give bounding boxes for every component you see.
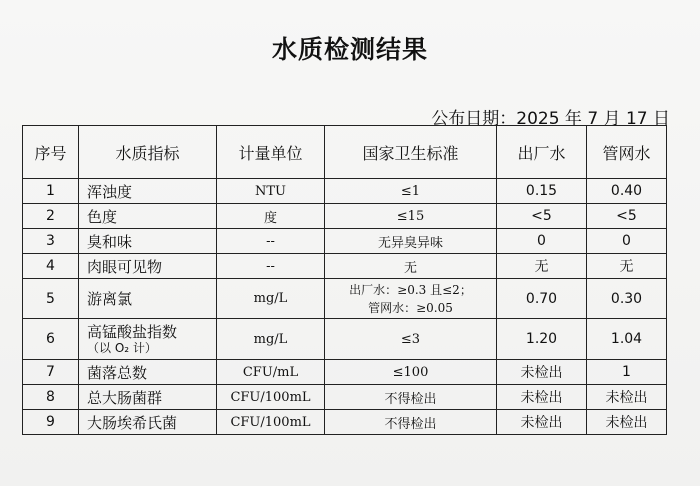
cell-factory: 无	[497, 254, 587, 279]
document-title: 水质检测结果	[271, 35, 428, 64]
cell-unit: CFU/100mL	[217, 385, 325, 410]
table-row	[23, 279, 667, 319]
header-indicator: 水质指标	[79, 126, 217, 179]
cell-factory: <5	[497, 204, 587, 229]
cell-unit: mg/L	[217, 279, 325, 319]
cell-indicator	[79, 319, 217, 360]
cell-unit: CFU/mL	[217, 360, 325, 385]
cell-no: 2	[23, 204, 79, 229]
cell-indicator: 臭和味	[79, 229, 217, 254]
standard-factory-line: 出厂水：≥0.3 且≤2；	[349, 282, 472, 297]
cell-factory: 0	[497, 229, 587, 254]
cell-standard: ≤100	[325, 360, 497, 385]
header-standard: 国家卫生标准	[325, 126, 497, 179]
header-no: 序号	[23, 126, 79, 179]
cell-standard: 不得检出	[325, 410, 497, 435]
header-unit: 计量单位	[217, 126, 325, 179]
cell-network: 0	[587, 229, 667, 254]
cell-standard: ≤3	[325, 319, 497, 360]
cell-standard	[325, 279, 497, 319]
cell-unit: --	[217, 254, 325, 279]
indicator-name: 高锰酸盐指数	[87, 322, 178, 341]
cell-indicator: 大肠埃希氏菌	[79, 410, 217, 435]
cell-standard: 无异臭异味	[325, 229, 497, 254]
cell-network: 未检出	[587, 410, 667, 435]
cell-standard: 不得检出	[325, 385, 497, 410]
cell-standard: ≤1	[325, 179, 497, 204]
indicator-note: （以 O₂ 计）	[87, 340, 157, 355]
cell-unit: --	[217, 229, 325, 254]
table-row	[23, 254, 667, 279]
cell-unit: CFU/100mL	[217, 410, 325, 435]
header-factory-water: 出厂水	[497, 126, 587, 179]
standard-network-line: 管网水：≥0.05	[368, 300, 453, 315]
cell-standard: 无	[325, 254, 497, 279]
cell-indicator: 肉眼可见物	[79, 254, 217, 279]
cell-no: 5	[23, 279, 79, 319]
cell-network: 无	[587, 254, 667, 279]
cell-network: 未检出	[587, 385, 667, 410]
table-row	[23, 179, 667, 204]
table-header-row	[23, 126, 667, 179]
cell-factory: 未检出	[497, 410, 587, 435]
water-quality-table	[22, 125, 667, 435]
cell-no: 3	[23, 229, 79, 254]
table-row	[23, 229, 667, 254]
cell-network: 0.30	[587, 279, 667, 319]
cell-factory: 未检出	[497, 385, 587, 410]
cell-factory: 未检出	[497, 360, 587, 385]
cell-unit: NTU	[217, 179, 325, 204]
cell-no: 7	[23, 360, 79, 385]
cell-factory: 0.70	[497, 279, 587, 319]
cell-unit: mg/L	[217, 319, 325, 360]
cell-indicator: 总大肠菌群	[79, 385, 217, 410]
table-row	[23, 360, 667, 385]
cell-network: <5	[587, 204, 667, 229]
cell-no: 1	[23, 179, 79, 204]
cell-unit: 度	[217, 204, 325, 229]
cell-no: 8	[23, 385, 79, 410]
cell-no: 6	[23, 319, 79, 360]
cell-factory: 0.15	[497, 179, 587, 204]
cell-no: 9	[23, 410, 79, 435]
cell-indicator: 浑浊度	[79, 179, 217, 204]
cell-indicator: 色度	[79, 204, 217, 229]
table-row	[23, 410, 667, 435]
cell-no: 4	[23, 254, 79, 279]
cell-standard: ≤15	[325, 204, 497, 229]
header-network-water: 管网水	[587, 126, 667, 179]
cell-network: 1.04	[587, 319, 667, 360]
cell-network: 0.40	[587, 179, 667, 204]
cell-factory: 1.20	[497, 319, 587, 360]
table-row	[23, 204, 667, 229]
table-row	[23, 385, 667, 410]
publish-date: 公布日期：2025 年 7 月 17 日	[431, 109, 670, 129]
cell-indicator: 菌落总数	[79, 360, 217, 385]
table-row	[23, 319, 667, 360]
cell-indicator: 游离氯	[79, 279, 217, 319]
cell-network: 1	[587, 360, 667, 385]
